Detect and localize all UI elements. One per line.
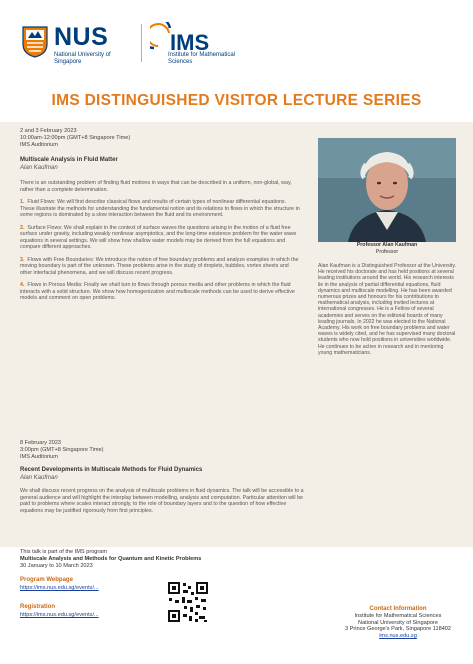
nus-subtitle: National University of Singapore: [54, 52, 111, 65]
lecture1-info: [20, 128, 280, 150]
program-webpage-label: Program Webpage: [20, 577, 73, 583]
contact-address: 3 Prince George's Park, Singapore 118402: [344, 626, 452, 633]
lecture2-title: Recent Developments in Multiscale Methods for Fluid Dynamics: [20, 467, 203, 473]
lecture1-part: [20, 282, 300, 302]
contact-univ: National University of Singapore: [358, 619, 438, 626]
part-number: 1.: [20, 199, 25, 205]
part-number: 2.: [20, 224, 25, 231]
contact-title: Contact Information: [369, 606, 427, 612]
ims-subtitle: Institute for Mathematical Sciences: [168, 52, 236, 65]
part-number: 3.: [20, 256, 25, 263]
lecture1-time: 10:00am-12:00pm (GMT+8 Singapore Time): [20, 135, 131, 142]
nus-crest-icon: [22, 26, 48, 58]
part-text: Flows in Porous Media: Finally we shall turn to flows through porous media and other problems in which the fluid interacts with a solid structure. We show how homogenization and multiscale methods can be used to derive effective models and comment on open problems.: [20, 282, 295, 301]
program-lead: [20, 549, 270, 570]
contact-info: [338, 606, 458, 640]
program-lead-in: This talk is part of the IMS program: [20, 549, 108, 555]
part-text: Surface Flows: We shall explain in the context of surface waves the questions arising in the motion of a fluid free surface under gravity, including weakly nonlinear asymptotics, and the long-time existence problem for the water wave equations in several settings. We will show how shallow water models may be derived from the full equations and compare different approaches.: [20, 224, 297, 250]
lecture2-abstract-text: We shall discuss recent progress on the analysis of multiscale problems in fluid dynamics. The talk will be accessible to a general audience and will highlight the interplay between modelling, analysis and computation. Particular attention will be paid to problems where scales interact strongly, to the role of boundary layers and to the question of how effective equations may be justified rigorously from first principles.: [20, 488, 304, 514]
lecture1-intro: There is an outstanding problem of finding fluid motions in ways that can be described in a uniform, non-global, way, rather than a complete determination.: [20, 180, 292, 193]
part-text: Fluid Flows: We will first describe classical flows and results of certain types of nonlinear differential equations. These illustrate the methods for understanding the fundamental notion and its relations to flows in which the structure in some regions is dominated by a slow interaction between the fluid and its environment.: [20, 199, 300, 218]
lecture1-title: Multiscale Analysis in Fluid Matter: [20, 157, 118, 163]
speaker-photo: [318, 138, 456, 242]
speaker-bio-text: Alan Kaufman is a Distinguished Professor at the University. He received his doctorate and has held positions at several leading institutions around the world. His research interests lie in the analysis of partial differential equations, fluid dynamics and multiscale modelling. He has been awarded numerous prizes and honours for his contributions to mathematical analysis, including invited lectures at international congresses. He is a Fellow of several academies and serves on the editorial boards of many leading journals. In 2022 he was elected to the National Academy. His work on free boundary problems and water waves is widely cited, and he has supervised many doctoral students who now hold positions in universities worldwide. He continues to be active in research and in mentoring young mathematicians.: [318, 263, 457, 356]
ims-wordmark: IMS: [170, 30, 210, 55]
lecture2-venue: IMS Auditorium: [20, 454, 58, 460]
lecture1-venue: IMS Auditorium: [20, 142, 58, 149]
lecture2-date: 8 February 2023: [20, 440, 62, 446]
lecture1-speaker: Alan Kaufman: [20, 165, 58, 171]
speaker-name: Professor Alan Kaufman: [356, 242, 418, 248]
speaker-bio: [318, 263, 458, 356]
registration-label: Registration: [20, 604, 56, 610]
contact-org: Institute for Mathematical Sciences: [354, 612, 442, 619]
lecture1-part: [20, 199, 300, 219]
nus-wordmark: NUS: [54, 23, 109, 51]
series-title: IMS DISTINGUISHED VISITOR LECTURE SERIES: [51, 92, 422, 109]
lecture1-part: [20, 225, 300, 251]
logo-divider: [141, 24, 142, 62]
part-number: 4.: [20, 282, 25, 288]
qr-code-icon[interactable]: [166, 580, 210, 624]
contact-website-link[interactable]: ims.nus.edu.sg: [379, 633, 417, 640]
header: [0, 0, 473, 80]
program-name: Multiscale Analysis and Methods for Quantum and Kinetic Problems: [20, 556, 202, 562]
registration-link[interactable]: https://ims.nus.edu.sg/events/...: [20, 612, 99, 618]
lecture2-title-block: [20, 467, 300, 482]
program-dates: 30 January to 10 March 2023: [20, 563, 93, 569]
lecture2-speaker: Alan Kaufman: [20, 474, 58, 481]
lecture2-time: 3:00pm (GMT+8 Singapore Time): [20, 447, 104, 453]
lecture1-date: 2 and 3 February 2023: [20, 128, 77, 134]
speaker-affiliation: Professor: [375, 248, 399, 255]
part-text: Flows with Free Boundaries: We introduce the notion of free boundary problems and analyze examples in which the moving boundary is part of the unknown. These problems arise in the study of droplets, bubbles, vortex sheets and other interfacial phenomena, and we will discuss recent progress.: [20, 256, 299, 276]
lecture2-info: [20, 440, 300, 461]
lecture1-abstract: [20, 180, 300, 308]
lecture2-abstract: [20, 488, 310, 514]
speaker-caption: [318, 242, 456, 255]
lecture1-part: [20, 257, 300, 277]
program-webpage-link[interactable]: https://ims.nus.edu.sg/events/...: [20, 585, 99, 591]
